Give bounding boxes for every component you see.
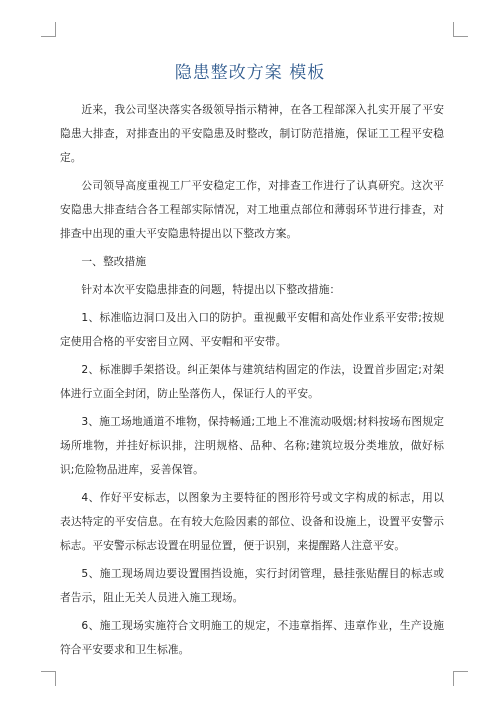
measure-item-6: 6、施工现场实施符合文明施工的规定，不违章指挥、违章作业，生产设施符合平安要求和卫生标准。: [60, 619, 444, 656]
crop-mark-top-right: [453, 22, 468, 37]
measure-item-4: 4、作好平安标志，以图象为主要特征的图形符号或文字构成的标志，用以表达特定的平安信息。在有较大危险因素的部位、设备和设施上，设置平安警示标志。平安警示标志设置在明显位置，便于识别，来提醒路人注意平安。: [60, 491, 444, 552]
crop-mark-bottom-right: [453, 671, 468, 686]
measure-item-1: 1、标准临边洞口及出入口的防护。重视戴平安帽和高处作业系平安带;按规定使用合格的平安密目立网、平安帽和平安带。: [60, 311, 444, 348]
paragraph-measures-intro: 针对本次平安隐患排查的问题，特提出以下整改措施：: [81, 283, 341, 296]
paragraph-background: 公司领导高度重视工厂平安稳定工作，对排查工作进行了认真研究。这次平安隐患大排查结合各工程部实际情况，对工地重点部位和薄弱环节进行排查，对排查中出现的重大平安隐患特提出以下整改方案。: [60, 179, 444, 240]
crop-mark-bottom-left: [41, 671, 56, 686]
paragraph-intro: 近来，我公司坚决落实各级领导指示精神，在各工程部深入扎实开展了平安隐患大排查，对排查出的平安隐患及时整改，制订防范措施，保证工工程平安稳定。: [60, 103, 444, 164]
document-body: [60, 98, 444, 666]
document-title: 隐患整改方案 模板: [174, 63, 326, 83]
measure-item-3: 3、施工场地通道不堆物，保持畅通;工地上不准流动吸烟;材料按场布图规定场所堆物，并挂好标识排，注明规格、品种、名称;建筑垃圾分类堆放，做好标识;危险物品进库，妥善保管。: [60, 415, 444, 476]
crop-mark-top-left: [41, 22, 56, 37]
measure-item-2: 2、标准脚手架搭设。纠正架体与建筑结构固定的作法，设置首步固定;对架体进行立面全封闭，防止坠落伤人，保证行人的平安。: [60, 363, 444, 400]
measure-item-5: 5、施工现场周边要设置围挡设施，实行封闭管理，悬挂张贴醒目的标志或者告示，阻止无关人员进入施工现场。: [60, 567, 444, 604]
section-heading-measures: 一、整改措施: [81, 255, 147, 268]
